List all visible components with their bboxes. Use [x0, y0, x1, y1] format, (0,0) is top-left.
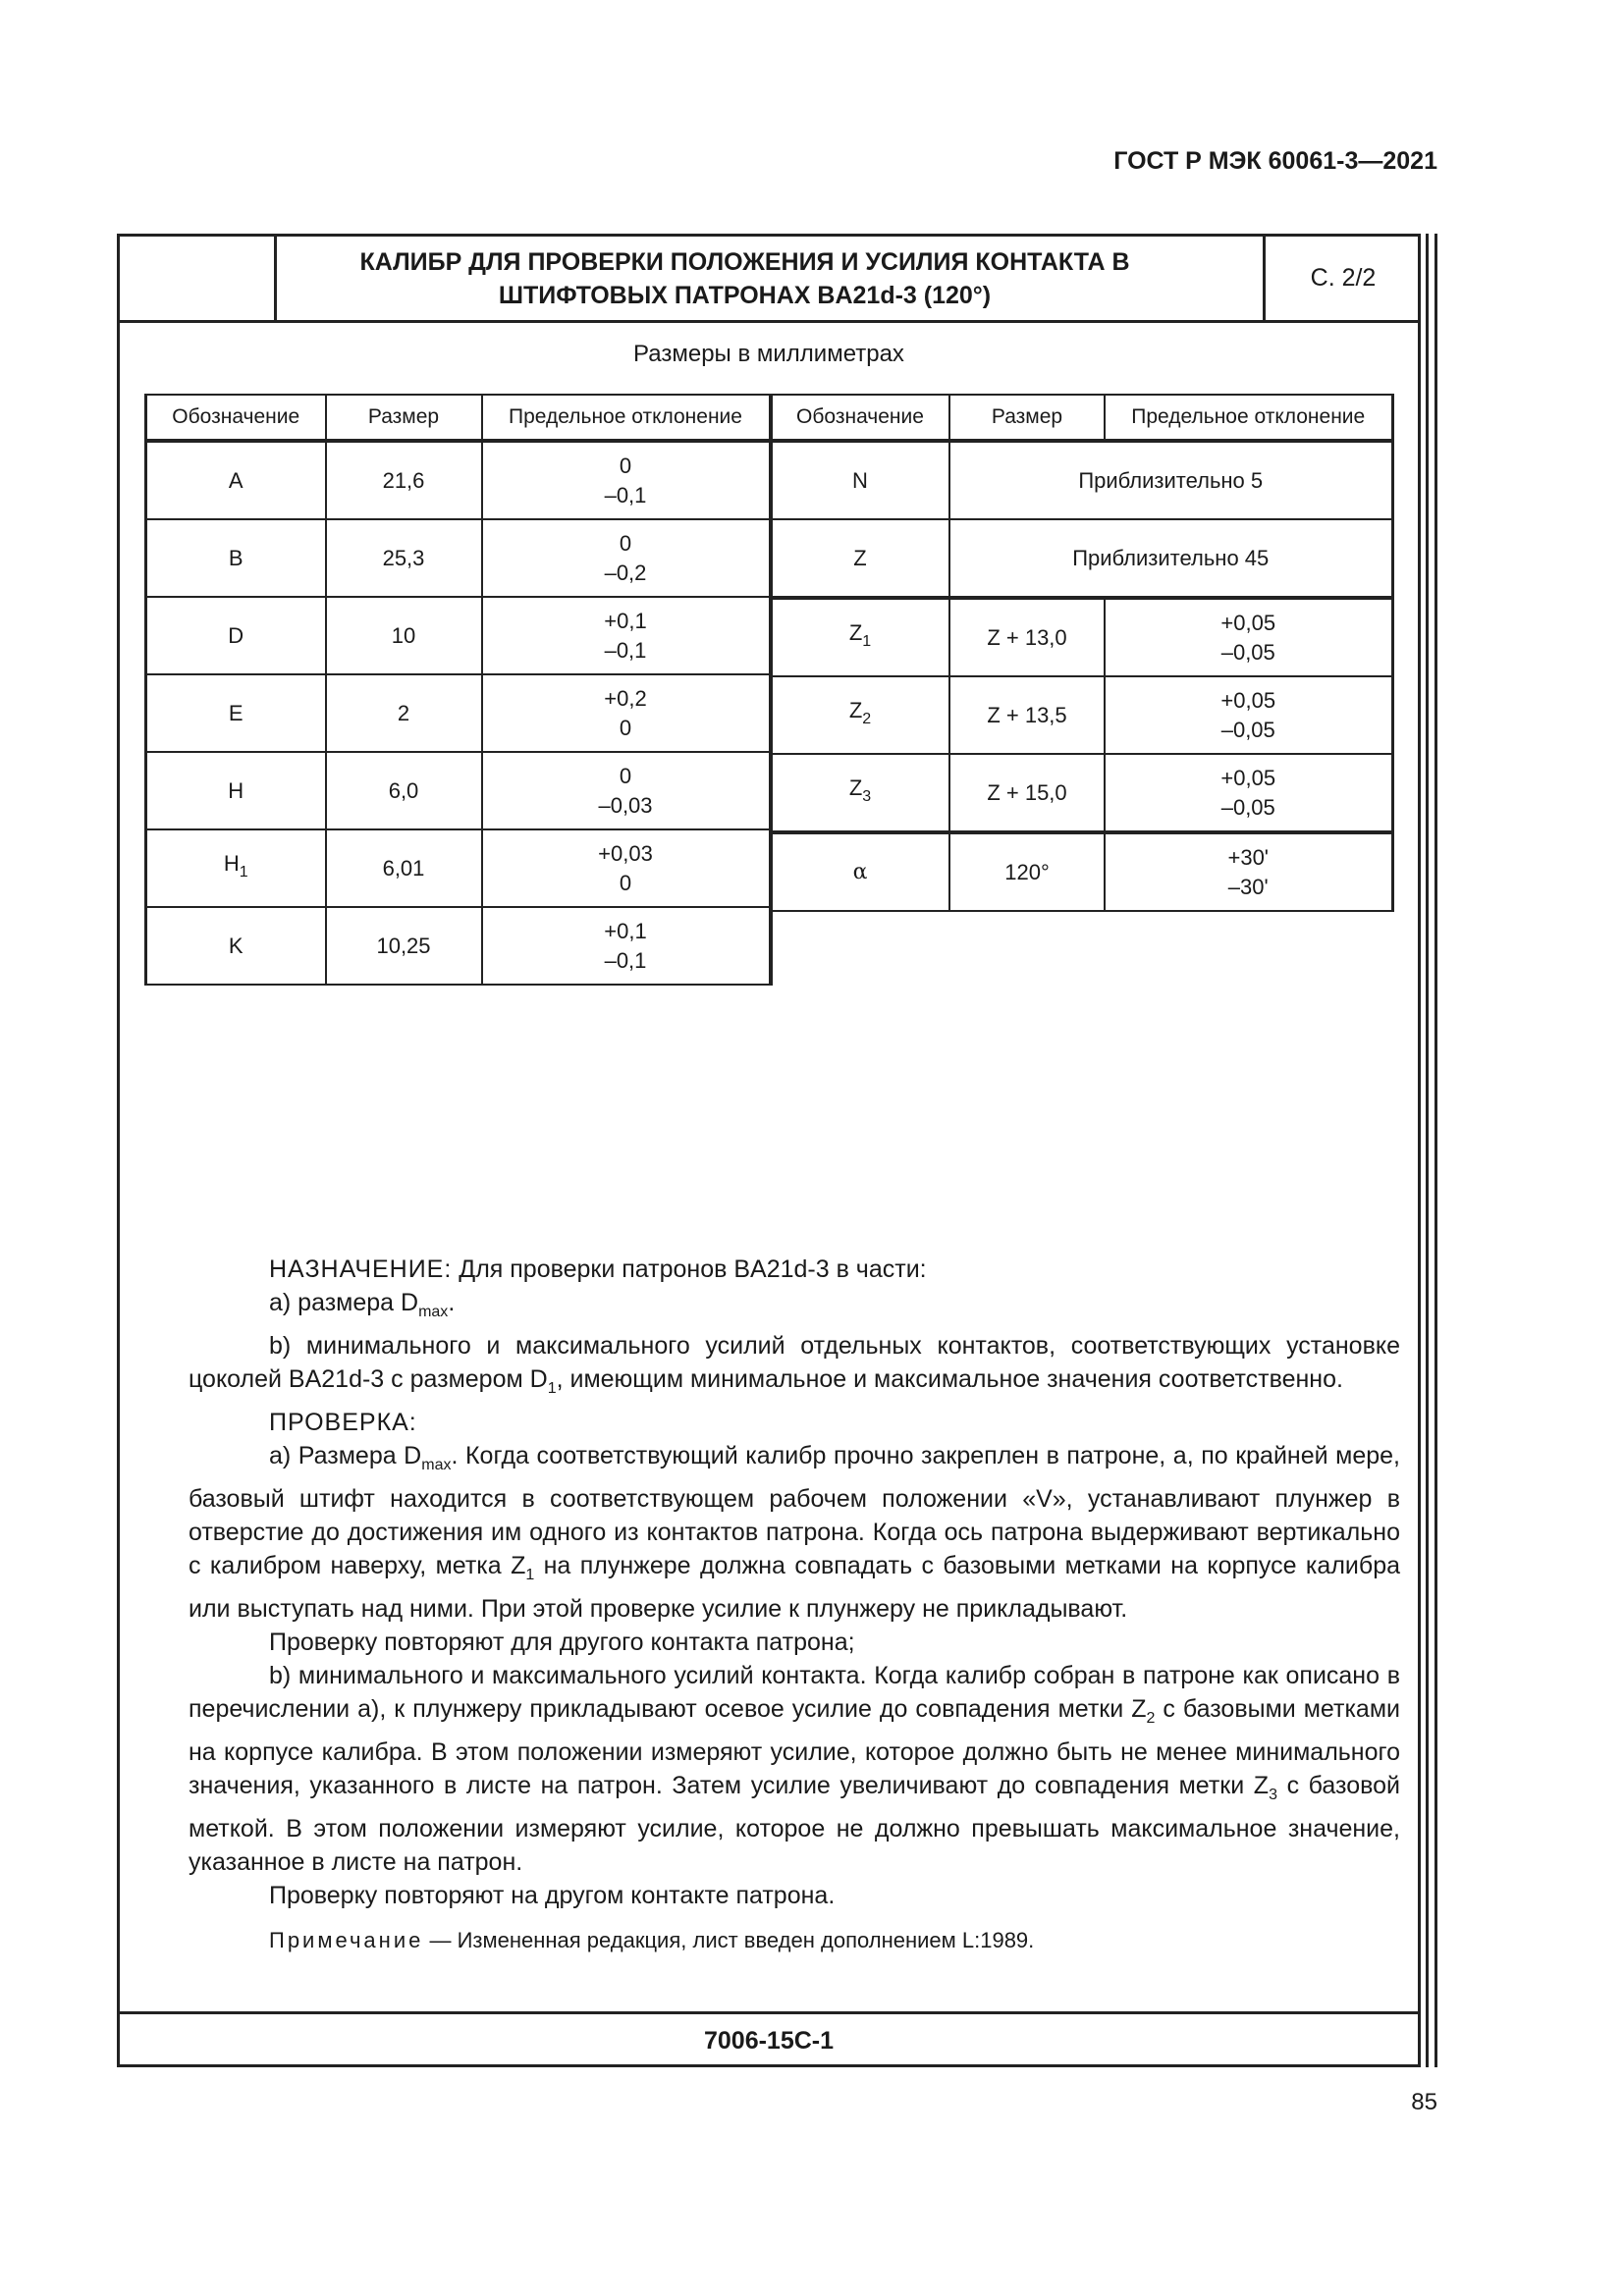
- note-paragraph: Примечание — Измененная редакция, лист введен дополнением L:1989.: [269, 1928, 1035, 1952]
- sheet-header: [120, 237, 1418, 323]
- cell-approximate: Приблизительно 45: [949, 519, 1392, 598]
- header-deviation: Предельное отклонение: [482, 395, 771, 441]
- sheet-frame: [117, 234, 1421, 2067]
- cell-symbol: $Z_2$: [771, 676, 949, 754]
- check-item-b: b) минимального и максимального усилий контакта. Когда калибр собран в патроне как описано в перечислении а), к плунжеру прикладывают осевое усилие до совпадения метки $Z_2$ с базовыми метками на корпусе калибра. В этом положении измеряют усилие, которое должно быть не менее минимального значения, указанного в листе на патрон. Затем усилие увеличивают до совпадения метки $Z_3$ с базовой меткой. В этом положении измеряют усилие, которое не должно превышать максимальное значение, указанное в листе на патрон.: [189, 1662, 1401, 1876]
- table-row: [771, 598, 1392, 676]
- units-caption: Размеры в миллиметрах: [633, 341, 904, 367]
- table-row: [771, 676, 1392, 754]
- table-row: [146, 829, 771, 907]
- cell-deviation: +0,03 0: [482, 829, 771, 907]
- table-row: [146, 674, 771, 752]
- sheet-title: [277, 237, 1380, 320]
- cell-deviation: +0,1 –0,1: [482, 907, 771, 985]
- purpose-paragraph: НАЗНАЧЕНИЕ: Для проверки патронов BA21d-3 в части:: [269, 1255, 927, 1283]
- frame-double-line: [1435, 234, 1437, 2067]
- check-heading: ПРОВЕРКА:: [269, 1409, 417, 1436]
- check-repeat-1: Проверку повторяют для другого контакта патрона;: [269, 1629, 855, 1656]
- cell-symbol: D: [146, 597, 326, 674]
- cell-size: Z + 13,5: [949, 676, 1105, 754]
- header-designation: Обозначение: [771, 395, 949, 441]
- sheet-code: 7006-15C-1: [120, 2011, 1418, 2067]
- sheet-title-line1: КАЛИБР ДЛЯ ПРОВЕРКИ ПОЛОЖЕНИЯ И УСИЛИЯ КОНТАКТА В: [359, 247, 1130, 276]
- cell-symbol: α: [771, 832, 949, 911]
- dimensions-table-left: [144, 394, 773, 986]
- header-blank-cell: [120, 237, 277, 320]
- page-number: 85: [1411, 2089, 1437, 2115]
- cell-symbol: Z: [771, 519, 949, 598]
- dimensions-table-right: [770, 394, 1394, 912]
- table-row: [771, 441, 1392, 519]
- cell-size: 10,25: [326, 907, 482, 985]
- cell-deviation: +0,2 0: [482, 674, 771, 752]
- cell-size: 21,6: [326, 441, 482, 519]
- cell-symbol: $H_1$: [146, 829, 326, 907]
- frame-double-line: [1426, 234, 1429, 2067]
- cell-approximate: Приблизительно 5: [949, 441, 1392, 519]
- cell-symbol: N: [771, 441, 949, 519]
- cell-size: 6,0: [326, 752, 482, 829]
- cell-size: 25,3: [326, 519, 482, 597]
- table-row: [146, 441, 771, 519]
- cell-size: Z + 15,0: [949, 754, 1105, 832]
- sheet-page-number: С. 2/2: [1263, 237, 1421, 320]
- check-item-a: а) Размера $D_{max}$. Когда соответствующий калибр прочно закреплен в патроне, а, по крайней мере, базовый штифт находится в соответствующем рабочем положении «V», устанавливают плунжер в отверстие до достижения им одного из контактов патрона. Когда ось патрона выдерживают вертикально с калибром наверху, метка $Z_1$ на плунжере должна совпадать с базовыми метками на корпусе калибра или выступать над ними. При этой проверке усилие к плунжеру не прикладывают.: [189, 1442, 1401, 1623]
- purpose-item-b: b) минимального и максимального усилий отдельных контактов, соответствующих установке цоколей BA21d-3 с размером $D_1$, имеющим минимальное и максимальное значения соответственно.: [189, 1332, 1400, 1397]
- standard-designation: ГОСТ Р МЭК 60061-3—2021: [1113, 147, 1437, 175]
- cell-deviation: +0,1 –0,1: [482, 597, 771, 674]
- cell-deviation: 0 –0,1: [482, 441, 771, 519]
- header-designation: Обозначение: [146, 395, 326, 441]
- table-header-row: [771, 395, 1392, 441]
- cell-symbol: B: [146, 519, 326, 597]
- cell-size: Z + 13,0: [949, 598, 1105, 676]
- cell-deviation: +0,05 –0,05: [1105, 676, 1392, 754]
- cell-deviation: +30' –30': [1105, 832, 1392, 911]
- description-text: [189, 1253, 1400, 1957]
- cell-symbol: K: [146, 907, 326, 985]
- table-row: [146, 752, 771, 829]
- sheet-title-line2: ШТИФТОВЫХ ПАТРОНАХ BA21d-3 (120°): [498, 281, 992, 309]
- check-repeat-2: Проверку повторяют на другом контакте патрона.: [269, 1882, 836, 1909]
- purpose-item-a: а) размера $D_{max}$.: [269, 1289, 456, 1320]
- cell-deviation: +0,05 –0,05: [1105, 598, 1392, 676]
- cell-size: 120°: [949, 832, 1105, 911]
- cell-symbol: A: [146, 441, 326, 519]
- cell-deviation: +0,05 –0,05: [1105, 754, 1392, 832]
- header-size: Размер: [949, 395, 1105, 441]
- cell-symbol: E: [146, 674, 326, 752]
- table-row: [146, 519, 771, 597]
- table-row: [146, 907, 771, 985]
- table-row: [771, 832, 1392, 911]
- cell-symbol: $Z_1$: [771, 598, 949, 676]
- table-row: [146, 597, 771, 674]
- cell-symbol: H: [146, 752, 326, 829]
- cell-size: 2: [326, 674, 482, 752]
- table-row: [771, 754, 1392, 832]
- header-deviation: Предельное отклонение: [1105, 395, 1392, 441]
- table-row: [771, 519, 1392, 598]
- cell-deviation: 0 –0,2: [482, 519, 771, 597]
- cell-deviation: 0 –0,03: [482, 752, 771, 829]
- cell-size: 10: [326, 597, 482, 674]
- table-header-row: [146, 395, 771, 441]
- header-size: Размер: [326, 395, 482, 441]
- cell-symbol: $Z_3$: [771, 754, 949, 832]
- cell-size: 6,01: [326, 829, 482, 907]
